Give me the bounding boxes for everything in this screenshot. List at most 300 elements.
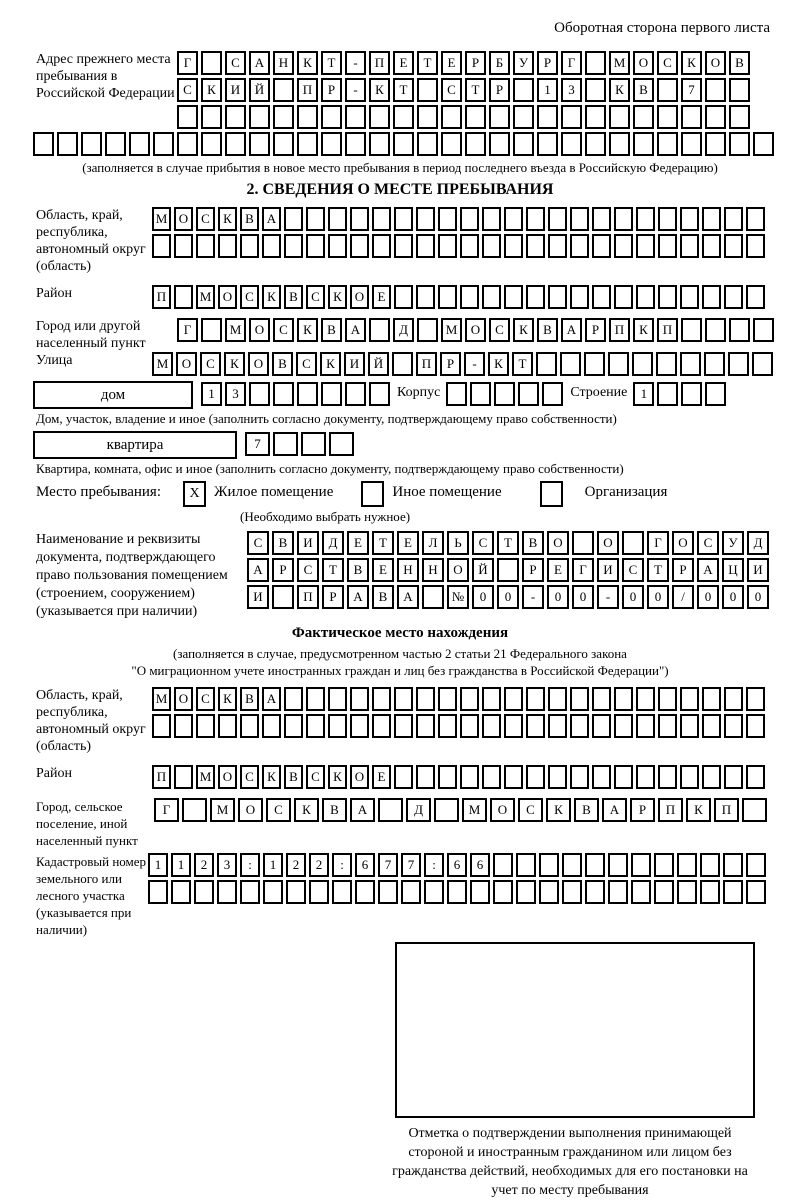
char-cell[interactable] [378,880,398,904]
char-cell[interactable]: С [240,765,259,789]
char-cell[interactable]: Г [561,51,582,75]
char-cell[interactable] [680,765,699,789]
char-cell[interactable] [470,382,491,406]
char-cell[interactable] [681,318,702,342]
char-cell[interactable] [636,207,655,231]
char-cell[interactable]: Т [497,531,519,555]
char-cell[interactable] [201,318,222,342]
char-cell[interactable] [724,765,743,789]
char-cell[interactable]: С [196,207,215,231]
char-cell[interactable]: С [266,798,291,822]
char-cell[interactable] [704,352,725,376]
char-cell[interactable] [633,105,654,129]
char-cell[interactable]: С [240,285,259,309]
char-cell[interactable] [680,285,699,309]
char-cell[interactable]: С [518,798,543,822]
char-cell[interactable]: 1 [537,78,558,102]
char-cell[interactable] [482,234,501,258]
char-cell[interactable] [297,105,318,129]
char-cell[interactable]: П [714,798,739,822]
char-cell[interactable]: В [633,78,654,102]
char-cell[interactable] [700,853,720,877]
char-cell[interactable]: 0 [697,585,719,609]
char-cell[interactable] [609,132,630,156]
char-cell[interactable]: : [240,853,260,877]
char-cell[interactable] [705,105,726,129]
char-cell[interactable] [656,352,677,376]
char-cell[interactable] [702,234,721,258]
char-cell[interactable]: К [262,285,281,309]
char-cell[interactable]: А [697,558,719,582]
char-cell[interactable]: К [297,51,318,75]
char-cell[interactable] [570,234,589,258]
char-cell[interactable] [728,352,749,376]
char-cell[interactable]: Г [572,558,594,582]
char-cell[interactable] [196,714,215,738]
char-cell[interactable]: М [152,207,171,231]
char-cell[interactable] [609,105,630,129]
char-cell[interactable] [516,880,536,904]
char-cell[interactable]: В [372,585,394,609]
char-cell[interactable] [658,687,677,711]
char-cell[interactable] [614,765,633,789]
char-cell[interactable] [309,880,329,904]
char-cell[interactable] [369,318,390,342]
char-cell[interactable]: Е [372,765,391,789]
char-cell[interactable] [729,132,750,156]
char-cell[interactable] [284,714,303,738]
char-cell[interactable] [702,687,721,711]
char-cell[interactable] [746,687,765,711]
char-cell[interactable] [585,880,605,904]
char-cell[interactable]: Й [472,558,494,582]
char-cell[interactable]: С [225,51,246,75]
char-cell[interactable] [548,285,567,309]
char-cell[interactable] [592,687,611,711]
char-cell[interactable] [526,207,545,231]
char-cell[interactable] [262,234,281,258]
char-cell[interactable]: Д [322,531,344,555]
char-cell[interactable] [329,432,354,456]
char-cell[interactable]: 1 [148,853,168,877]
char-cell[interactable]: М [225,318,246,342]
char-cell[interactable] [129,132,150,156]
char-cell[interactable] [753,318,774,342]
char-cell[interactable] [482,285,501,309]
char-cell[interactable] [702,714,721,738]
char-cell[interactable]: С [200,352,221,376]
char-cell[interactable] [680,714,699,738]
char-cell[interactable]: К [328,285,347,309]
char-cell[interactable] [681,105,702,129]
char-cell[interactable]: А [397,585,419,609]
char-cell[interactable]: П [657,318,678,342]
char-cell[interactable] [570,207,589,231]
char-cell[interactable] [592,234,611,258]
char-cell[interactable] [561,105,582,129]
char-cell[interactable] [394,765,413,789]
char-cell[interactable]: К [609,78,630,102]
char-cell[interactable]: Е [372,558,394,582]
char-cell[interactable]: Т [465,78,486,102]
char-cell[interactable]: Р [322,585,344,609]
char-cell[interactable] [447,880,467,904]
char-cell[interactable] [438,285,457,309]
char-cell[interactable] [724,207,743,231]
char-cell[interactable]: А [262,687,281,711]
char-cell[interactable] [460,714,479,738]
char-cell[interactable]: Г [647,531,669,555]
char-cell[interactable] [658,207,677,231]
char-cell[interactable] [321,105,342,129]
char-cell[interactable] [746,234,765,258]
char-cell[interactable] [493,853,513,877]
char-cell[interactable] [328,234,347,258]
char-cell[interactable] [548,714,567,738]
char-cell[interactable] [636,687,655,711]
char-cell[interactable]: Т [393,78,414,102]
char-cell[interactable] [746,207,765,231]
char-cell[interactable] [570,285,589,309]
char-cell[interactable] [489,105,510,129]
char-cell[interactable]: Е [347,531,369,555]
char-cell[interactable] [504,765,523,789]
char-cell[interactable] [148,880,168,904]
char-cell[interactable] [746,285,765,309]
char-cell[interactable]: С [196,687,215,711]
char-cell[interactable] [417,318,438,342]
char-cell[interactable]: А [347,585,369,609]
char-cell[interactable] [438,765,457,789]
char-cell[interactable] [416,765,435,789]
char-cell[interactable] [542,382,563,406]
char-cell[interactable] [225,132,246,156]
char-cell[interactable] [372,207,391,231]
char-cell[interactable]: К [262,765,281,789]
char-cell[interactable] [392,352,413,376]
char-cell[interactable] [724,687,743,711]
char-cell[interactable]: Р [489,78,510,102]
char-cell[interactable] [513,132,534,156]
char-cell[interactable] [372,714,391,738]
char-cell[interactable]: Г [177,318,198,342]
char-cell[interactable] [249,382,270,406]
char-cell[interactable] [460,207,479,231]
char-cell[interactable] [680,687,699,711]
char-cell[interactable]: В [322,798,347,822]
char-cell[interactable]: Т [372,531,394,555]
char-cell[interactable]: 1 [263,853,283,877]
char-cell[interactable]: Д [747,531,769,555]
char-cell[interactable] [724,234,743,258]
char-cell[interactable]: П [369,51,390,75]
char-cell[interactable] [372,234,391,258]
char-cell[interactable] [263,880,283,904]
char-cell[interactable]: Д [406,798,431,822]
char-cell[interactable] [416,207,435,231]
char-cell[interactable] [526,234,545,258]
char-cell[interactable] [441,105,462,129]
char-cell[interactable]: К [513,318,534,342]
char-cell[interactable] [217,880,237,904]
char-cell[interactable]: С [489,318,510,342]
char-cell[interactable] [174,234,193,258]
char-cell[interactable]: И [225,78,246,102]
char-cell[interactable] [301,432,326,456]
char-cell[interactable] [57,132,78,156]
char-cell[interactable]: О [350,285,369,309]
char-cell[interactable] [539,853,559,877]
char-cell[interactable] [284,687,303,711]
char-cell[interactable]: 7 [401,853,421,877]
char-cell[interactable] [608,880,628,904]
char-cell[interactable]: К [224,352,245,376]
char-cell[interactable]: Р [537,51,558,75]
char-cell[interactable]: С [296,352,317,376]
char-cell[interactable]: Е [372,285,391,309]
char-cell[interactable]: И [247,585,269,609]
char-cell[interactable] [201,51,222,75]
char-cell[interactable]: С [273,318,294,342]
char-cell[interactable]: К [297,318,318,342]
char-cell[interactable]: Т [512,352,533,376]
char-cell[interactable] [394,285,413,309]
char-cell[interactable] [700,880,720,904]
char-cell[interactable]: Р [465,51,486,75]
char-cell[interactable] [548,234,567,258]
char-cell[interactable] [585,105,606,129]
char-cell[interactable] [504,714,523,738]
char-cell[interactable]: О [248,352,269,376]
char-cell[interactable] [746,880,766,904]
char-cell[interactable] [614,207,633,231]
char-cell[interactable] [585,78,606,102]
char-cell[interactable]: И [747,558,769,582]
char-cell[interactable]: Р [272,558,294,582]
char-cell[interactable] [201,132,222,156]
char-cell[interactable] [262,714,281,738]
char-cell[interactable]: Т [647,558,669,582]
char-cell[interactable] [218,714,237,738]
char-cell[interactable]: П [297,78,318,102]
char-cell[interactable] [182,798,207,822]
char-cell[interactable]: У [513,51,534,75]
char-cell[interactable]: 1 [171,853,191,877]
char-cell[interactable] [174,285,193,309]
char-cell[interactable] [746,853,766,877]
char-cell[interactable]: Т [322,558,344,582]
char-cell[interactable] [657,382,678,406]
char-cell[interactable] [460,234,479,258]
char-cell[interactable]: 1 [633,382,654,406]
char-cell[interactable]: С [657,51,678,75]
char-cell[interactable]: М [441,318,462,342]
char-cell[interactable]: С [441,78,462,102]
char-cell[interactable] [753,132,774,156]
char-cell[interactable]: В [522,531,544,555]
char-cell[interactable] [394,234,413,258]
char-cell[interactable] [636,234,655,258]
char-cell[interactable] [746,714,765,738]
char-cell[interactable] [394,687,413,711]
char-cell[interactable] [742,798,767,822]
char-cell[interactable] [537,105,558,129]
char-cell[interactable] [585,132,606,156]
char-cell[interactable]: М [152,352,173,376]
char-cell[interactable] [729,78,750,102]
char-cell[interactable]: 0 [622,585,644,609]
char-cell[interactable] [631,853,651,877]
char-cell[interactable]: С [177,78,198,102]
char-cell[interactable]: М [462,798,487,822]
char-cell[interactable] [570,687,589,711]
char-cell[interactable] [705,318,726,342]
char-cell[interactable] [194,880,214,904]
char-cell[interactable] [369,132,390,156]
char-cell[interactable]: Р [522,558,544,582]
char-cell[interactable] [572,531,594,555]
char-cell[interactable]: С [297,558,319,582]
char-cell[interactable] [321,132,342,156]
char-cell[interactable] [658,285,677,309]
char-cell[interactable] [482,207,501,231]
char-cell[interactable]: В [240,687,259,711]
char-cell[interactable]: Ь [447,531,469,555]
char-cell[interactable] [482,714,501,738]
char-cell[interactable] [284,207,303,231]
char-cell[interactable] [240,234,259,258]
char-cell[interactable] [328,207,347,231]
char-cell[interactable]: П [152,765,171,789]
char-cell[interactable]: 1 [201,382,222,406]
char-cell[interactable] [321,382,342,406]
char-cell[interactable]: М [152,687,171,711]
char-cell[interactable] [584,352,605,376]
char-cell[interactable] [394,714,413,738]
char-cell[interactable] [513,78,534,102]
char-cell[interactable]: Р [630,798,655,822]
char-cell[interactable] [680,207,699,231]
char-cell[interactable]: О [465,318,486,342]
char-cell[interactable] [401,880,421,904]
char-cell[interactable] [680,352,701,376]
char-cell[interactable]: О [547,531,569,555]
char-cell[interactable] [328,687,347,711]
char-cell[interactable] [297,132,318,156]
char-cell[interactable]: К [488,352,509,376]
char-cell[interactable] [654,853,674,877]
char-cell[interactable]: В [240,207,259,231]
char-cell[interactable]: В [729,51,750,75]
char-cell[interactable]: 0 [747,585,769,609]
char-cell[interactable] [729,318,750,342]
char-cell[interactable] [526,687,545,711]
char-cell[interactable]: В [284,765,303,789]
char-cell[interactable]: К [320,352,341,376]
char-cell[interactable] [470,880,490,904]
char-cell[interactable]: Е [441,51,462,75]
char-cell[interactable] [677,853,697,877]
char-cell[interactable] [536,352,557,376]
char-cell[interactable] [240,714,259,738]
char-cell[interactable]: Е [393,51,414,75]
char-cell[interactable]: П [658,798,683,822]
char-cell[interactable]: - [345,51,366,75]
char-cell[interactable] [345,105,366,129]
char-cell[interactable]: В [537,318,558,342]
char-cell[interactable] [723,853,743,877]
char-cell[interactable] [729,105,750,129]
char-cell[interactable]: С [247,531,269,555]
char-cell[interactable] [273,132,294,156]
char-cell[interactable]: Й [249,78,270,102]
char-cell[interactable]: К [681,51,702,75]
char-cell[interactable] [393,105,414,129]
char-cell[interactable] [608,352,629,376]
char-cell[interactable]: 6 [470,853,490,877]
char-cell[interactable]: Г [154,798,179,822]
char-cell[interactable]: О [633,51,654,75]
char-cell[interactable] [570,765,589,789]
char-cell[interactable]: К [633,318,654,342]
char-cell[interactable]: Н [422,558,444,582]
char-cell[interactable] [153,132,174,156]
char-cell[interactable] [297,382,318,406]
char-cell[interactable] [201,105,222,129]
char-cell[interactable]: О [174,687,193,711]
char-cell[interactable]: В [284,285,303,309]
char-cell[interactable] [306,687,325,711]
char-cell[interactable] [196,234,215,258]
char-cell[interactable] [306,714,325,738]
char-cell[interactable]: С [472,531,494,555]
char-cell[interactable]: О [597,531,619,555]
char-cell[interactable] [460,687,479,711]
char-cell[interactable] [416,687,435,711]
char-cell[interactable] [705,382,726,406]
char-cell[interactable] [416,285,435,309]
char-cell[interactable] [548,765,567,789]
char-cell[interactable] [746,765,765,789]
char-cell[interactable] [592,207,611,231]
char-cell[interactable]: С [306,285,325,309]
char-cell[interactable]: / [672,585,694,609]
char-cell[interactable] [482,765,501,789]
char-cell[interactable] [526,714,545,738]
char-cell[interactable] [680,234,699,258]
char-cell[interactable]: М [196,765,215,789]
char-cell[interactable] [526,285,545,309]
char-cell[interactable]: К [328,765,347,789]
char-cell[interactable] [225,105,246,129]
char-cell[interactable]: П [297,585,319,609]
char-cell[interactable] [177,132,198,156]
char-cell[interactable] [560,352,581,376]
char-cell[interactable]: 0 [722,585,744,609]
char-cell[interactable] [286,880,306,904]
char-cell[interactable]: Б [489,51,510,75]
char-cell[interactable]: Т [417,51,438,75]
char-cell[interactable]: В [321,318,342,342]
char-cell[interactable]: А [262,207,281,231]
char-cell[interactable]: О [490,798,515,822]
char-cell[interactable] [422,585,444,609]
char-cell[interactable] [548,207,567,231]
char-cell[interactable] [702,765,721,789]
char-cell[interactable] [614,687,633,711]
char-cell[interactable]: И [297,531,319,555]
char-cell[interactable]: Р [440,352,461,376]
